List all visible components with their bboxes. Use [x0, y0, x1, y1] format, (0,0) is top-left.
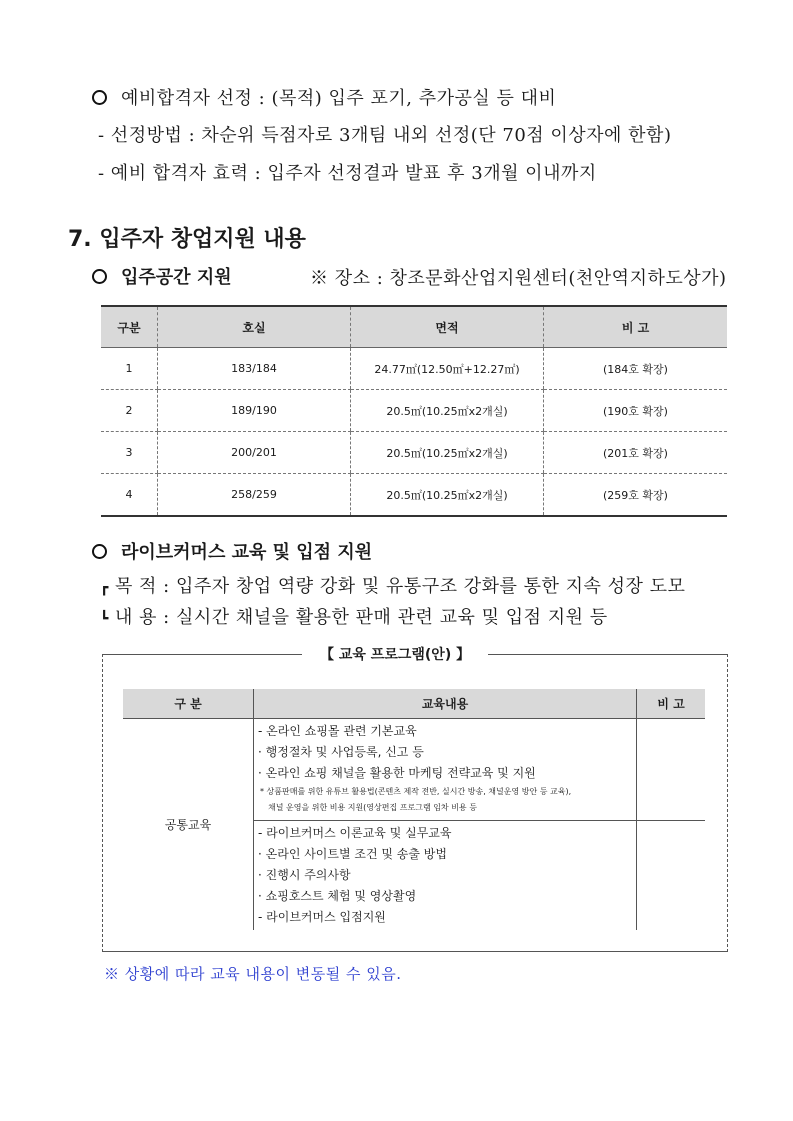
reserve-title: 예비합격자 선정 : (목적) 입주 포기, 추가공실 등 대비 — [121, 88, 557, 109]
table-row — [101, 474, 727, 517]
list-item: · 온라인 사이트별 조건 및 송출 방법 — [258, 847, 447, 861]
list-item: · 쇼핑호스트 체험 및 영상촬영 — [258, 889, 417, 903]
list-item: - 온라인 쇼핑몰 관련 기본교육 — [258, 724, 417, 738]
header-cell: 호실 — [158, 306, 351, 348]
program-table — [123, 689, 705, 930]
program-remark — [637, 719, 706, 821]
bracket-bottom-icon: ┗ — [100, 611, 109, 627]
table-cell: 258/259 — [158, 474, 351, 517]
live-content-line — [100, 603, 608, 629]
table-cell: 2 — [101, 390, 158, 432]
table-cell: (201호 확장) — [544, 432, 728, 474]
circle-bullet-icon — [92, 90, 107, 105]
live-title: 라이브커머스 교육 및 입점 지원 — [121, 542, 373, 563]
program-remark — [637, 821, 706, 931]
list-item: · 온라인 쇼핑 채널을 활용한 마케팅 전략교육 및 지원 — [258, 766, 536, 780]
table-cell: 20.5㎡(10.25㎡x2개실) — [351, 390, 544, 432]
table-cell: 3 — [101, 432, 158, 474]
program-block-2 — [254, 821, 637, 931]
room-table — [101, 305, 727, 517]
live-title-line — [92, 538, 372, 564]
list-item: · 진행시 주의사항 — [258, 868, 351, 882]
table-cell: 24.77㎡(12.50㎡+12.27㎡) — [351, 348, 544, 390]
header-cell: 비 고 — [544, 306, 728, 348]
table-row — [101, 390, 727, 432]
table-cell: 4 — [101, 474, 158, 517]
header-cell: 비 고 — [637, 689, 706, 719]
circle-bullet-icon — [92, 544, 107, 559]
section-heading: 7. 입주자 창업지원 내용 — [68, 227, 306, 252]
table-cell: 189/190 — [158, 390, 351, 432]
room-table-header — [101, 306, 727, 348]
table-cell: 20.5㎡(10.25㎡x2개실) — [351, 474, 544, 517]
reserve-method: - 선정방법 : 차순위 득점자로 3개팀 내외 선정(단 70점 이상자에 한함) — [98, 125, 672, 146]
program-block-1 — [254, 719, 637, 821]
table-cell: 183/184 — [158, 348, 351, 390]
table-cell: (190호 확장) — [544, 390, 728, 432]
header-cell: 구분 — [101, 306, 158, 348]
table-cell: 200/201 — [158, 432, 351, 474]
circle-bullet-icon — [92, 269, 107, 284]
program-table-header — [123, 689, 705, 719]
table-row — [123, 719, 705, 821]
table-cell: (259호 확장) — [544, 474, 728, 517]
space-location: ※ 장소 : 창조문화산업지원센터(천안역지하도상가) — [310, 268, 727, 289]
live-purpose-line — [100, 572, 685, 598]
footnote: ※ 상황에 따라 교육 내용이 변동될 수 있음. — [104, 965, 402, 983]
header-cell: 면적 — [351, 306, 544, 348]
reserve-validity: - 예비 합격자 효력 : 입주자 선정결과 발표 후 3개월 이내까지 — [98, 163, 597, 184]
list-item: - 라이브커머스 이론교육 및 실무교육 — [258, 826, 452, 840]
reserve-title-line — [92, 84, 556, 110]
live-purpose: 목 적 : 입주자 창업 역량 강화 및 유통구조 강화를 통한 지속 성장 도모 — [114, 576, 686, 597]
header-cell: 교육내용 — [254, 689, 637, 719]
live-content: 내 용 : 실시간 채널을 활용한 판매 관련 교육 및 입점 지원 등 — [114, 607, 608, 628]
list-note: 채널 운영을 위한 비용 지원(영상편집 프로그램 임차 비용 등 — [268, 803, 477, 812]
space-title-line — [92, 263, 232, 289]
program-category: 공통교육 — [164, 818, 212, 832]
table-row — [101, 432, 727, 474]
list-note: * 상품판매를 위한 유튜브 활용법(콘텐츠 제작 전반, 실시간 방송, 채널운영 방안 등 교육), — [260, 787, 572, 796]
table-row — [101, 348, 727, 390]
space-title: 입주공간 지원 — [121, 267, 232, 288]
list-item: - 라이브커머스 입점지원 — [258, 910, 386, 924]
bracket-top-icon: ┏ — [100, 580, 109, 596]
table-cell: (184호 확장) — [544, 348, 728, 390]
header-cell: 구 분 — [123, 689, 254, 719]
table-cell: 1 — [101, 348, 158, 390]
list-item: · 행정절차 및 사업등록, 신고 등 — [258, 745, 424, 759]
table-cell: 20.5㎡(10.25㎡x2개실) — [351, 432, 544, 474]
program-title: 【 교육 프로그램(안) 】 — [302, 644, 488, 664]
